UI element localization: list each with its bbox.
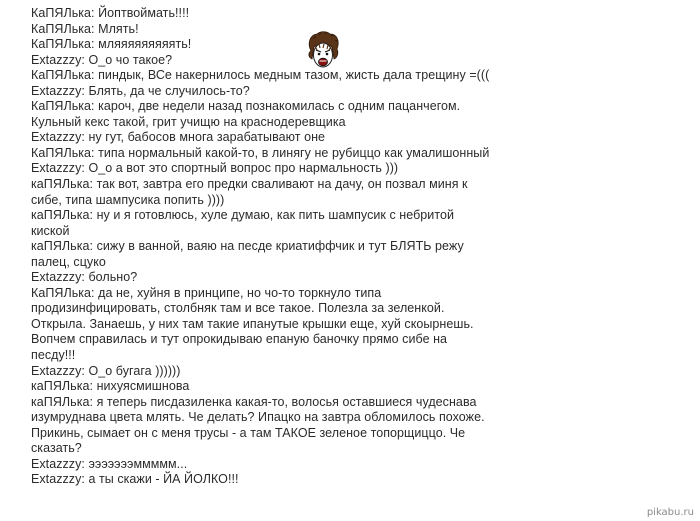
chat-line: Открыла. Занаешь, у них там такие ипанутые крышки еще, хуй скоырнешь. <box>31 316 474 331</box>
chat-line: КаПЯЛька: Млять! <box>31 21 139 36</box>
chat-line: Кульный кекс такой, грит учищю на краснодеревщика <box>31 114 346 129</box>
chat-line: Прикинь, сымает он с меня трусы - а там ТАКОЕ зеленое топорщиццо. Че <box>31 425 466 440</box>
chat-line: каПЯЛька: я теперь писдазиленка какая-то, волосья оставшиеся чудеснава <box>31 394 477 409</box>
chat-line: каПЯЛька: сижу в ванной, ваяю на песде криатиффчик и тут БЛЯТЬ режу <box>31 239 464 254</box>
chat-line: каПЯЛька: ну и я готовлюсь, хуле думаю, как пить шампусик с небритой <box>31 208 455 223</box>
chat-line: продизинфицировать, столбняк там и все такое. Полезла за зеленкой. <box>31 301 445 316</box>
chat-line: КаПЯЛька: мляяяяяяяяять! <box>31 37 192 52</box>
chat-line: КаПЯЛька: кароч, две недели назад познакомилась с одним пацанчегом. <box>31 99 461 114</box>
chat-line: Extazzzy: О_о бугага )))))) <box>31 363 181 378</box>
chat-line: Extazzzy: а ты скажи - ЙА ЙОЛКО!!! <box>31 472 239 487</box>
chat-line: Extazzzy: эээээээммммм... <box>31 456 188 471</box>
chat-line: Extazzzy: О_о а вот это спортный вопрос про нармальность ))) <box>31 161 399 176</box>
chat-line: Вопчем справилась и тут опрокидываю епаную баночку прямо сибе на <box>31 332 448 347</box>
chat-line: КаПЯЛька: типа нормальный какой-то, в линягу не рубиццо как умалишонный <box>31 145 490 160</box>
chat-line: КаПЯЛька: да не, хуйня в принципе, но чо-то торкнуло типа <box>31 285 382 300</box>
chat-line: КаПЯЛька: Йоптвоймать!!!! <box>31 6 190 20</box>
chat-line: Extazzzy: больно? <box>31 270 138 285</box>
chat-line: КаПЯЛька: пиндык, ВСе накернилось медным тазом, жисть дала трещину =((( <box>31 68 490 83</box>
chat-line: палец, сцуко <box>31 254 106 269</box>
chat-line: каПЯЛька: нихуясмишнова <box>31 379 190 394</box>
chat-line: изумруднава цвета млять. Че делать? Ипацко на завтра обломилось похоже. <box>31 410 485 425</box>
chat-line: сказать? <box>31 441 82 456</box>
chat-line: Extazzzy: О_о чо такое? <box>31 52 173 67</box>
chat-line: Extazzzy: Блять, да че случилось-то? <box>31 83 250 98</box>
rage-face-icon <box>305 31 341 71</box>
chat-line: песду!!! <box>31 348 76 363</box>
chat-log <box>31 6 691 488</box>
chat-line: киской <box>31 223 70 238</box>
watermark: pikabu.ru <box>646 507 694 518</box>
chat-line: Extazzzy: ну гут, бабосов многа зарабатывают оне <box>31 130 326 145</box>
chat-line: каПЯЛька: так вот, завтра его предки сваливают на дачу, он позвал миня к <box>31 177 468 192</box>
chat-line: сибе, типа шампусика попить )))) <box>31 192 225 207</box>
